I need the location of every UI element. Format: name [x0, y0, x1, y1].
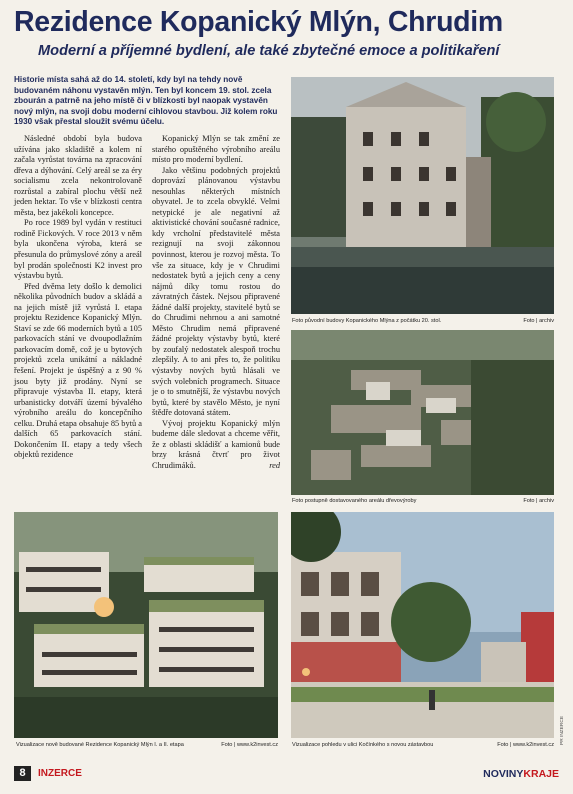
photo-visualization-residence [14, 512, 278, 738]
brand-part-1: NOVINY [483, 768, 524, 780]
photo-caption: Vizualizace pohledu v ulici Kočínkého s novou zástavbou [292, 742, 434, 748]
paragraph-text: Vývoj projektu Kopanický mlýn budeme dále sledovat a chceme věřit, že z oblasti skládišť a kamionů bude brzy krásná čtvrť pro život Chrudimáků. [152, 418, 280, 470]
photo-credit: Foto | www.k2invest.cz [221, 742, 278, 748]
photo-caption: Foto původní budovy Kopanického Mlýna z počátku 20. stol. [292, 318, 442, 324]
paragraph: Následné období byla budova užívána jako skladiště a kolem ní začala vyrůstat továrna na zpracování dřeva a dýhování. Celý areál se za éry socialismu zcela nekontrolovaně rozrůstal a zabíral plochu větší než jeden hektar. To vše v blízkosti centra města, bez jakékoli koncepce. [14, 134, 142, 217]
photo-caption: Foto postupně dostavovaného areálu dřevovýroby [292, 498, 417, 504]
text-column-2 [152, 134, 280, 472]
headline: Rezidence Kopanický Mlýn, Chrudim [14, 6, 503, 38]
side-note: PR INZERCE [560, 715, 565, 745]
subheadline: Moderní a příjemné bydlení, ale také zbytečné emoce a politikaření [38, 43, 500, 59]
photo-caption: Vizualizace nově budované Rezidence Kopanický Mlýn I. a II. etapa [16, 742, 184, 748]
paragraph: Po roce 1989 byl vydán v restituci rodině Fickových. V roce 2013 v něm byla ukončena výroba, která se přesunula do průmyslové zóny a areál byl prodán společnosti K2 invest pro výstavbu bytů. [14, 218, 142, 281]
brand-logo [483, 768, 559, 780]
photo-credit: Foto | archiv [523, 498, 554, 504]
lead-paragraph: Historie místa sahá až do 14. století, kdy byl na tehdy nově budovaném náhonu vystavěn mlýn. Ten byl koncem 19. stol. zcela zbourán a patrně na jeho místě či v blízkosti byl naopak vystavěn nový mlýn, na svoji dobu moderní cihlovou stavbou. Již kolem roku 1930 však přestal sloužit svému účelu. [14, 75, 278, 127]
brand-part-2: KRAJE [523, 768, 559, 780]
photo-credit: Foto | archiv [523, 318, 554, 324]
paragraph: Jako většinu podobných projektů doprovází plánovanou výstavbu nesouhlas některých místních obyvatel. Je to zcela obvyklé. Velmi netypické je ale negativní až aktivistické chování současné radnice, kdy vrcholní představitelé města rezignují na svoji zákonnou povinnost, kterou je rozvoj města. To vše za situace, kdy je v Chrudimi nedostatek bytů a jejich ceny a ceny nájmů díky tomu rostou do závratných částek. Nejsou připravené žádné další projekty, stavitelé bytů se do Chrudimi nehrnou a ani samotné Město Chrudim nemá připravené žádné projekty výstavby bytů, které by zoufalý nedostatek alespoň trochu zlepšily. A to ani přes to, že politiku výstavby nových bytů hlásali ve svých volebních programech. Situace je o to smutnější, že výstavbu nových bytů, které by stavělo Město, je nyní štědře dotovaná státem. [152, 165, 280, 418]
paragraph: Kopanický Mlýn se tak změní ze starého opuštěného výrobního areálu místo pro moderní bydlení. [152, 134, 280, 165]
text-column-1 [14, 134, 142, 461]
paragraph [152, 419, 280, 472]
paragraph: Před dvěma lety došlo k demolici několika původních budov a skládá a na jejich místě již vyrůstá I. etapa projektu Rezidence Kopanický Mlýn. Staví se zde 66 moderních bytů a 105 parkovacích stání ve dvoupodlažním parkovacím domě, což je u bytových projektů zcela unikátní a nákladné řešení. Projekt je úspěšný a z 90 % jsou byty již prodány. Nyní se připravuje výstavba II. etapy, která urbanisticky dotváří území bývalého výrobního areálu do koncepčního celku. Druhá etapa obsahuje 85 bytů a dalších 65 parkovacích stání. Dokončením II. etapy a tedy všech objektů rezidence [14, 281, 142, 460]
page-footer [0, 762, 573, 794]
section-label: INZERCE [38, 768, 82, 779]
photo-visualization-street [291, 512, 554, 738]
photo-aerial-factory [291, 330, 554, 495]
photo-credit: Foto | www.k2invest.cz [497, 742, 554, 748]
author-signature: red [269, 460, 280, 470]
photo-old-mill [291, 77, 554, 314]
page-number: 8 [14, 766, 31, 781]
